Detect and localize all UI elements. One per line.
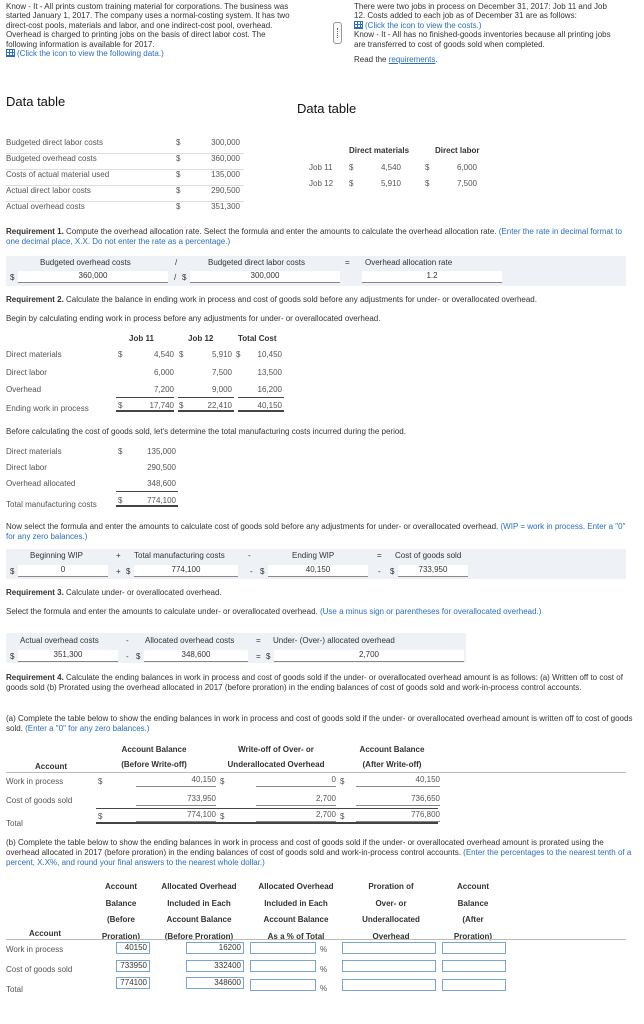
requirements-link[interactable]: requirements xyxy=(388,55,436,65)
intro-line: There were two jobs in process on December 31, 2017: Job 11 and Job xyxy=(354,2,607,11)
intro-line: direct-cost pools, materials and labor, and one indirect-cost pool, overhead. xyxy=(6,20,273,30)
wip-row: Direct labor 6,000 7,500 13,500 xyxy=(6,368,282,377)
intro-line: started January 1, 2017. The company uses a normal-costing system. It has two xyxy=(6,11,290,21)
wip-total-row: Ending work in process $ 17,740 $ 22,410 40,150 xyxy=(6,401,282,413)
wip-writeoff-input[interactable]: 0 xyxy=(256,775,336,787)
writeoff-row: Work in process $ 40,150 $ 0 $ 40,150 xyxy=(6,775,440,786)
data-table-left-title: Data table xyxy=(6,94,66,109)
proration-row: Work in process xyxy=(6,945,64,954)
total-after-input[interactable]: 776,800 xyxy=(356,810,440,822)
table-icon[interactable] xyxy=(354,21,363,29)
intro-line: Overhead is charged to printing jobs on the basis of direct labor cost. The xyxy=(6,30,266,40)
req1-header-1: Budgeted overhead costs xyxy=(40,258,131,267)
read-requirements: Read the requirements. xyxy=(354,55,438,65)
wip-percent-input[interactable] xyxy=(250,942,316,954)
mfg-row: Direct labor 290,500 xyxy=(6,463,176,472)
total-balance-after-input[interactable] xyxy=(442,979,506,991)
cogs-before-input[interactable]: 733,950 xyxy=(136,794,216,806)
total-balance-before-input[interactable]: 774100 xyxy=(116,977,150,989)
data-table-right-title: Data table xyxy=(297,101,357,116)
req2-begin: Begin by calculating ending work in process before any adjustments for under- or overallocated overhead. xyxy=(6,314,381,323)
intro-line: are transferred to cost of goods sold when completed. xyxy=(354,39,545,49)
budgeted-overhead-input[interactable]: 360,000 xyxy=(18,271,168,283)
req3-select: Select the formula and enter the amounts to calculate under- or overallocated overhead. (Use a minus sign or parentheses for overallocated overhead.) xyxy=(6,607,542,616)
table-icon[interactable] xyxy=(6,49,15,57)
total-percent-input[interactable] xyxy=(250,979,316,991)
wip-row: Direct materials $ 4,540 $ 5,910 $ 10,450 xyxy=(6,350,282,359)
data-link[interactable]: (Click the icon to view the following data.) xyxy=(6,49,316,58)
actual-overhead-input[interactable]: 351,300 xyxy=(18,650,118,662)
intro-line: Know - It - All has no finished-goods inventories because all printing jobs xyxy=(354,30,611,40)
intro-line: Know - It - All prints custom training material for corporations. The business was xyxy=(6,2,289,11)
proration-total-row: Total xyxy=(6,985,23,994)
req4-text: Requirement 4. Calculate the ending balances in work in process and cost of goods sold if the under- or overallocated overhead amount is as follows: (a) Written off to cost of goods sold (b) Prorated using the overhead allocated in 2017 (before proration) in the ending balances of cost of goods sold and work-in-process control accounts. xyxy=(6,673,623,692)
req2-before: Before calculating the cost of goods sold, let's determine the total manufacturing costs incurred during the period. xyxy=(6,427,406,436)
data-table-right: Direct materials Direct labor Job 11 $ 4,540 $ 6,000 Job 12 $ 5,910 $ 7,500 xyxy=(309,146,480,188)
cogs-after-input[interactable]: 736,650 xyxy=(356,794,440,806)
mfg-total-row: Total manufacturing costs $ 774,100 xyxy=(6,496,176,509)
intro-line: 12. Costs added to each job as of December 31 are as follows: xyxy=(354,11,577,21)
wip-row: Overhead 7,200 9,000 16,200 xyxy=(6,385,282,394)
ending-wip-input[interactable]: 40,150 xyxy=(268,565,368,577)
cogs-balance-before-input[interactable]: 733950 xyxy=(116,960,150,972)
cogs-balance-after-input[interactable] xyxy=(442,960,506,972)
req4b-text: (b) Complete the table below to show the ending balances in work in process and cost of goods sold if the under- or overallocated overhead amount is prorated using the overhead allocated in 2017 (before proration) in the ending balances of cost of goods sold and work-in-process control accounts. (Enter the percentages to the nearest tenth of a percent, X.X%, and round your final answers to the nearest whole dollar.) xyxy=(6,838,632,867)
wip-before-input[interactable]: 40,150 xyxy=(136,775,216,787)
total-overhead-input[interactable]: 348600 xyxy=(186,977,244,989)
wip-proration-input[interactable] xyxy=(342,942,436,954)
mfg-row: Overhead allocated 348,600 xyxy=(6,479,176,488)
data-table-left: Budgeted direct labor costs $ 300,000 Budgeted overhead costs $ 360,000 Costs of actual material used $ 135,000 Actual direct labor costs $ 290,500 Actual overhead costs $ 351,300 xyxy=(6,138,240,211)
writeoff-row: Cost of goods sold 733,950 2,700 736,650 xyxy=(6,794,440,805)
intro-left xyxy=(6,2,316,58)
wip-balance-after-input[interactable] xyxy=(442,942,506,954)
cogs-input[interactable]: 733,950 xyxy=(398,565,468,577)
wip-after-input[interactable]: 40,150 xyxy=(356,775,440,787)
intro-right xyxy=(354,2,644,64)
wip-overhead-input[interactable]: 16200 xyxy=(186,942,244,954)
mfg-row: Direct materials $ 135,000 xyxy=(6,447,176,456)
divider-handle[interactable] xyxy=(333,22,342,44)
cogs-percent-input[interactable] xyxy=(250,960,316,972)
cogs-writeoff-input[interactable]: 2,700 xyxy=(256,794,336,806)
req4a-text: (a) Complete the table below to show the ending balances in work in process and cost of goods sold if the under- or overallocated overhead amount is written off to cost of goods sold. (Enter a "0" for any zero balances.) xyxy=(6,714,633,733)
total-before-input[interactable]: 774,100 xyxy=(136,810,216,822)
req2-text: Requirement 2. Calculate the balance in ending work in process and cost of goods sold before any adjustments for under- or overallocated overhead. xyxy=(6,295,537,304)
budgeted-labor-input[interactable]: 300,000 xyxy=(190,271,340,283)
total-writeoff-input[interactable]: 2,700 xyxy=(256,810,336,822)
total-proration-input[interactable] xyxy=(342,979,436,991)
wip-balance-before-input[interactable]: 40150 xyxy=(116,942,150,954)
intro-line: following information is available for 2017. xyxy=(6,39,155,49)
req1-text: Requirement 1. Compute the overhead allocation rate. Select the formula and enter the amounts to calculate the overhead allocation rate. (Enter the rate in decimal format to one decimal place, X.X. Do not enter the rate as a percentage.) xyxy=(6,227,622,246)
req1-header-2: Budgeted direct labor costs xyxy=(208,258,305,267)
allocated-overhead-input[interactable]: 348,600 xyxy=(144,650,248,662)
req1-header-3: Overhead allocation rate xyxy=(365,258,453,267)
req2-now: Now select the formula and enter the amounts to calculate cost of goods sold before any adjustments for under- or overallocated overhead. (WIP = work in process. Enter a "0" for any zero balances.) xyxy=(6,522,626,541)
under-over-input[interactable]: 2,700 xyxy=(274,650,464,662)
allocation-rate-input[interactable]: 1.2 xyxy=(362,271,502,283)
cogs-proration-input[interactable] xyxy=(342,960,436,972)
req3-text: Requirement 3. Calculate under- or overallocated overhead. xyxy=(6,588,222,597)
costs-link[interactable]: (Click the icon to view the costs.) xyxy=(354,21,644,30)
total-mfg-input[interactable]: 774,100 xyxy=(134,565,238,577)
proration-row: Cost of goods sold xyxy=(6,965,73,974)
cogs-overhead-input[interactable]: 332400 xyxy=(186,960,244,972)
beginning-wip-input[interactable]: 0 xyxy=(18,565,108,577)
